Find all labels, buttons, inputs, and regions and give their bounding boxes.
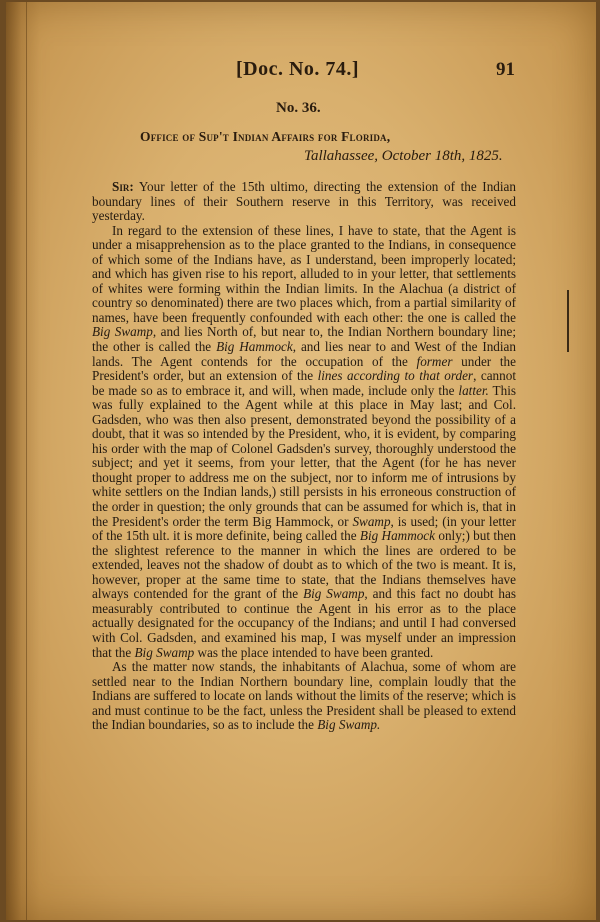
paragraph-1-text: Your letter of the 15th ultimo, directing the extension of the Indian boundary lines of their Southern reserve in this Territory, was received yesterday. — [92, 179, 516, 224]
term-lines-according: lines according to that order — [317, 368, 474, 384]
term-big-hammock: Big Hammock — [216, 339, 293, 355]
dateline: Tallahassee, October 18th, 1825. — [304, 148, 503, 164]
paragraph-2 — [92, 224, 516, 660]
margin-mark — [567, 290, 569, 352]
page-header — [6, 58, 596, 88]
term-big-swamp-4: Big Swamp. — [317, 717, 381, 733]
doc-number: [Doc. No. 74.] — [236, 58, 360, 80]
p3-text-a: As the matter now stands, the inhabitants of Alachua, some of whom are settled near to the Indian Northern boundary line, complain loudly that the Indians are suffered to locate on lands without the limits of the reserve; which is and must continue to be the fact, unless the President shall be pleased to extend the Indian boundaries, so as to include the — [92, 659, 516, 733]
p2-text-e: , cannot be made so as to embrace it, and will, when made, include only the — [92, 368, 517, 398]
paragraph-1 — [92, 180, 516, 224]
term-former: former — [416, 353, 453, 369]
p2-text-d: under the President's order, but an extension of the — [92, 353, 516, 384]
page-number: 91 — [496, 59, 515, 80]
term-swamp: Swamp — [352, 513, 391, 529]
p2-text-c: , and lies near to and West of the Indian lands. The Agent contends for the occupation of the — [92, 339, 517, 369]
office-heading: Office of Sup't Indian Affairs for Florida, — [140, 129, 391, 144]
salutation: Sir: — [112, 179, 134, 194]
page-spine-shadow — [6, 2, 40, 920]
term-big-swamp: Big Swamp — [92, 324, 153, 340]
p2-text-a: In regard to the extension of these lines, I have to state, that the Agent is under a misapprehension as to the place granted to the Indians, in consequence of which some of the Indians have, as I understand, been improperly located; and which has given rise to his report, alluded to in your letter, that settlements of whites were forming within the Indian limits. In the Alachua (a district of country so denominated) there are two places which, from a partial similarity of names, have been frequently confounded with each other: the one is called the — [92, 222, 516, 325]
term-big-swamp-3: Big Swamp — [134, 644, 195, 660]
p2-text-h: only;) but then the slightest reference to the manner in which the lines are ordered to be extended, leaves not the shadow of doubt as to which of the two is meant. It is, however, proper at the same time to state, that the Indians themselves have always contended for the grant of the — [92, 528, 517, 602]
p2-text-g: , is used; (in your letter of the 15th ult. it is more definite, being called the — [92, 513, 516, 544]
term-big-hammock-2: Big Hammock — [359, 528, 436, 544]
letter-number: No. 36. — [276, 100, 321, 116]
p2-text-b: , and lies North of, but near to, the Indian Northern boundary line; the other is called the — [92, 324, 516, 355]
term-big-swamp-2: Big Swamp — [303, 586, 365, 602]
binding-line — [26, 2, 27, 920]
paragraph-3 — [92, 660, 516, 733]
p2-text-f: This was fully explained to the Agent while at this place in May last; and Col. Gadsden, who was then also present, demonstrated beyond the possibility of a doubt, that it was so intended by the President, who, it is evident, by comparing his order with the map of Colonel Gadsden's survey, thoroughly understood the subject; and yet it seems, from your letter, that the Agent (for he has never thought proper to address me on the subject, nor to inform me of intrusions by white settlers on the Indian lands,) still persists in his erroneous construction of the order in question; the only grounds that can be assumed for which is, that in the President's order the term Big Hammock, or — [92, 382, 516, 529]
term-latter: latter. — [458, 382, 489, 398]
letter-body — [92, 180, 516, 733]
p2-text-j: was the place intended to have been granted. — [197, 644, 434, 660]
p2-text-i: , and this fact no doubt has measurably contributed to continue the Agent in his error as to the place actually designated for the occupancy of the Indians; and until I had conversed with Col. Gadsden, and examined his map, I was myself under an impression that the — [92, 586, 516, 660]
document-page — [6, 2, 596, 920]
